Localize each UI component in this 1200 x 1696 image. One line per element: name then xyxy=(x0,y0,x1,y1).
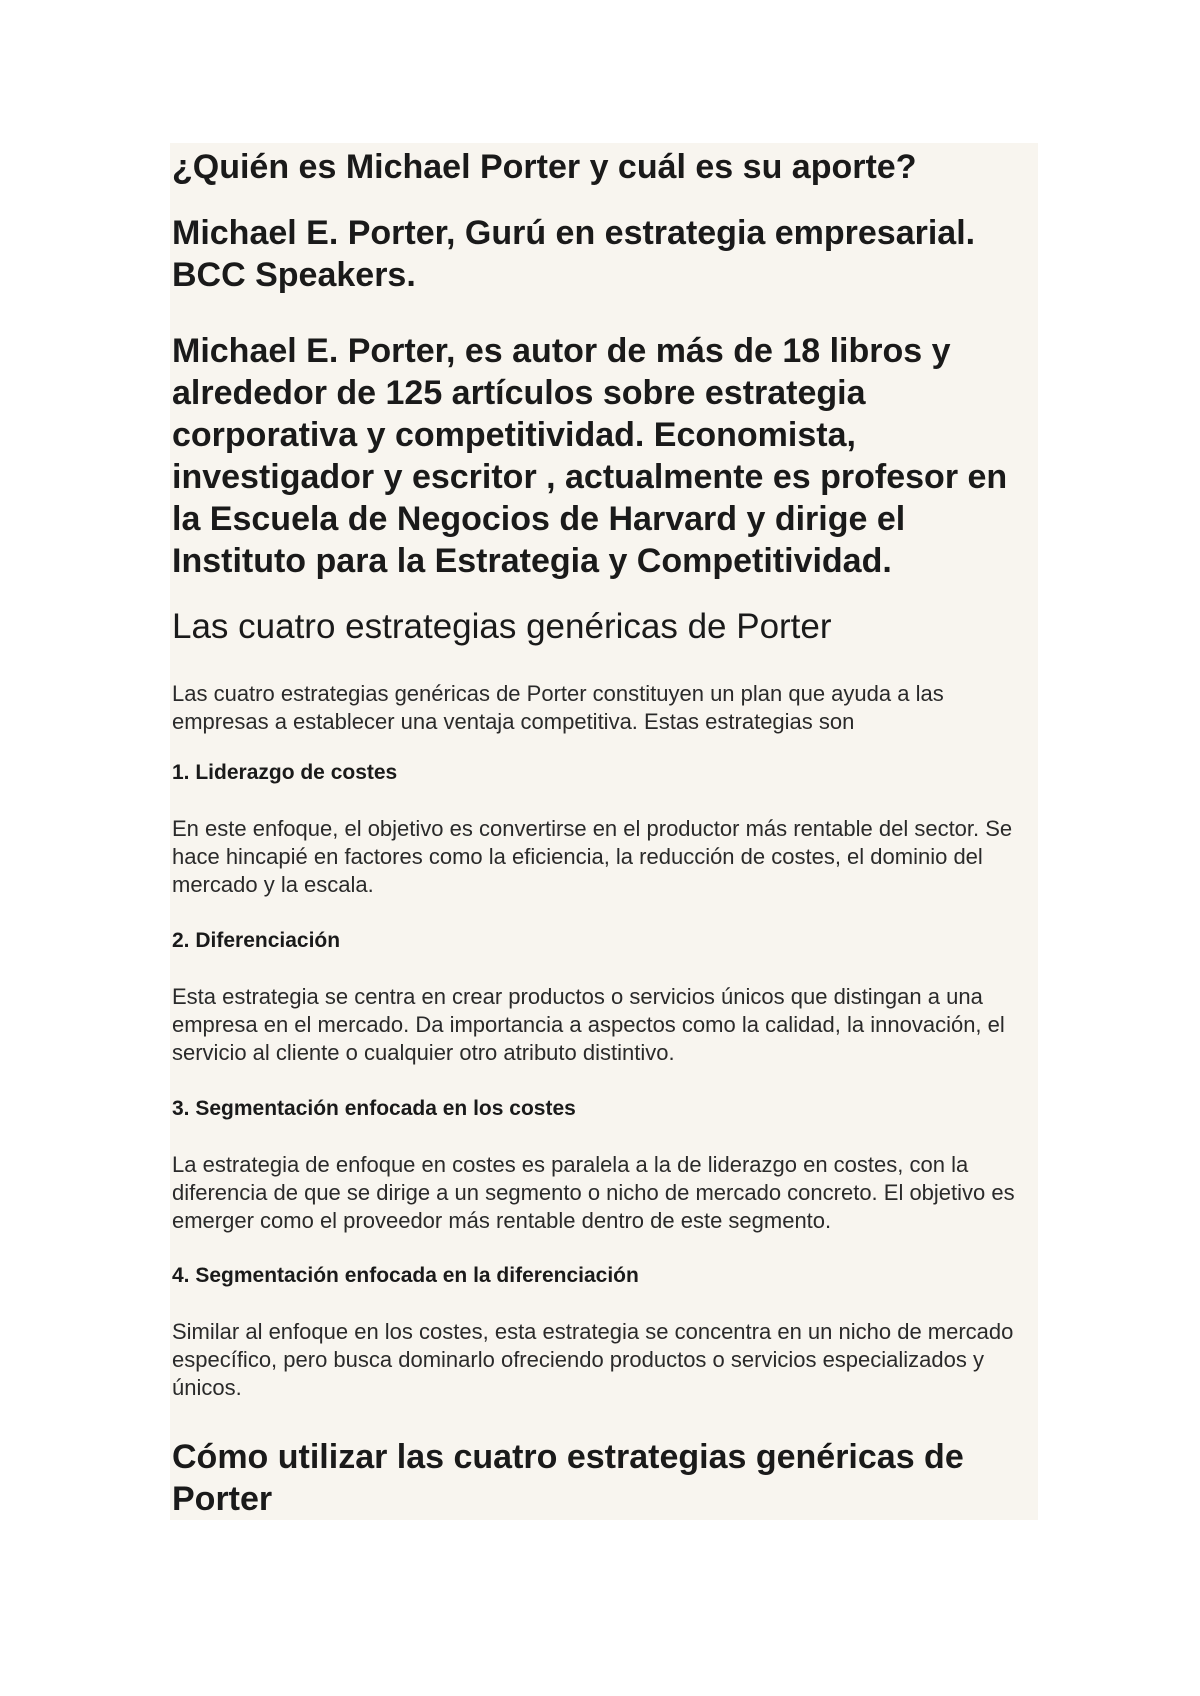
strategy-3-text: La estrategia de enfoque en costes es paralela a la de liderazgo en costes, con la diferencia de que se dirige a un segmento o nicho de mercado concreto. El objetivo es emerger como el proveedor más rentable dentro de este segmento. xyxy=(172,1152,1015,1233)
strategy-3-title: 3. Segmentación enfocada en los costes xyxy=(172,1097,576,1120)
strategy-1-text: En este enfoque, el objetivo es convertirse en el productor más rentable del sector. Se hace hincapié en factores como la eficiencia, la reducción de costes, el dominio del mercado y la escala. xyxy=(172,816,1013,897)
strategy-4-title: 4. Segmentación enfocada en la diferenciación xyxy=(172,1264,639,1287)
section-heading-usage: Cómo utilizar las cuatro estrategias genéricas de Porter xyxy=(172,1438,964,1518)
document-title: ¿Quién es Michael Porter y cuál es su aporte? xyxy=(172,148,917,186)
strategy-2-text: Esta estrategia se centra en crear productos o servicios únicos que distingan a una empresa en el mercado. Da importancia a aspectos como la calidad, la innovación, el servicio al cliente o cualquier otro atributo distintivo. xyxy=(172,984,1005,1065)
document-content xyxy=(170,143,1038,1520)
strategy-2-title: 2. Diferenciación xyxy=(172,929,341,952)
section-heading-strategies: Las cuatro estrategias genéricas de Porter xyxy=(172,607,832,646)
subtitle-heading: Michael E. Porter, Gurú en estrategia empresarial. BCC Speakers. xyxy=(172,214,976,294)
strategy-4-text: Similar al enfoque en los costes, esta estrategia se concentra en un nicho de mercado específico, pero busca dominarlo ofreciendo productos o servicios especializados y únicos. xyxy=(172,1319,1014,1400)
intro-paragraph: Las cuatro estrategias genéricas de Porter constituyen un plan que ayuda a las empresas a establecer una ventaja competitiva. Estas estrategias son xyxy=(172,681,944,734)
strategy-1-title: 1. Liderazgo de costes xyxy=(172,761,398,784)
bio-heading: Michael E. Porter, es autor de más de 18 libros y alrededor de 125 artículos sobre estrategia corporativa y competitividad. Economista, investigador y escritor , actualmente es profesor en la Escuela de Negocios de Harvard y dirige el Instituto para la Estrategia y Competitividad. xyxy=(172,332,1008,580)
